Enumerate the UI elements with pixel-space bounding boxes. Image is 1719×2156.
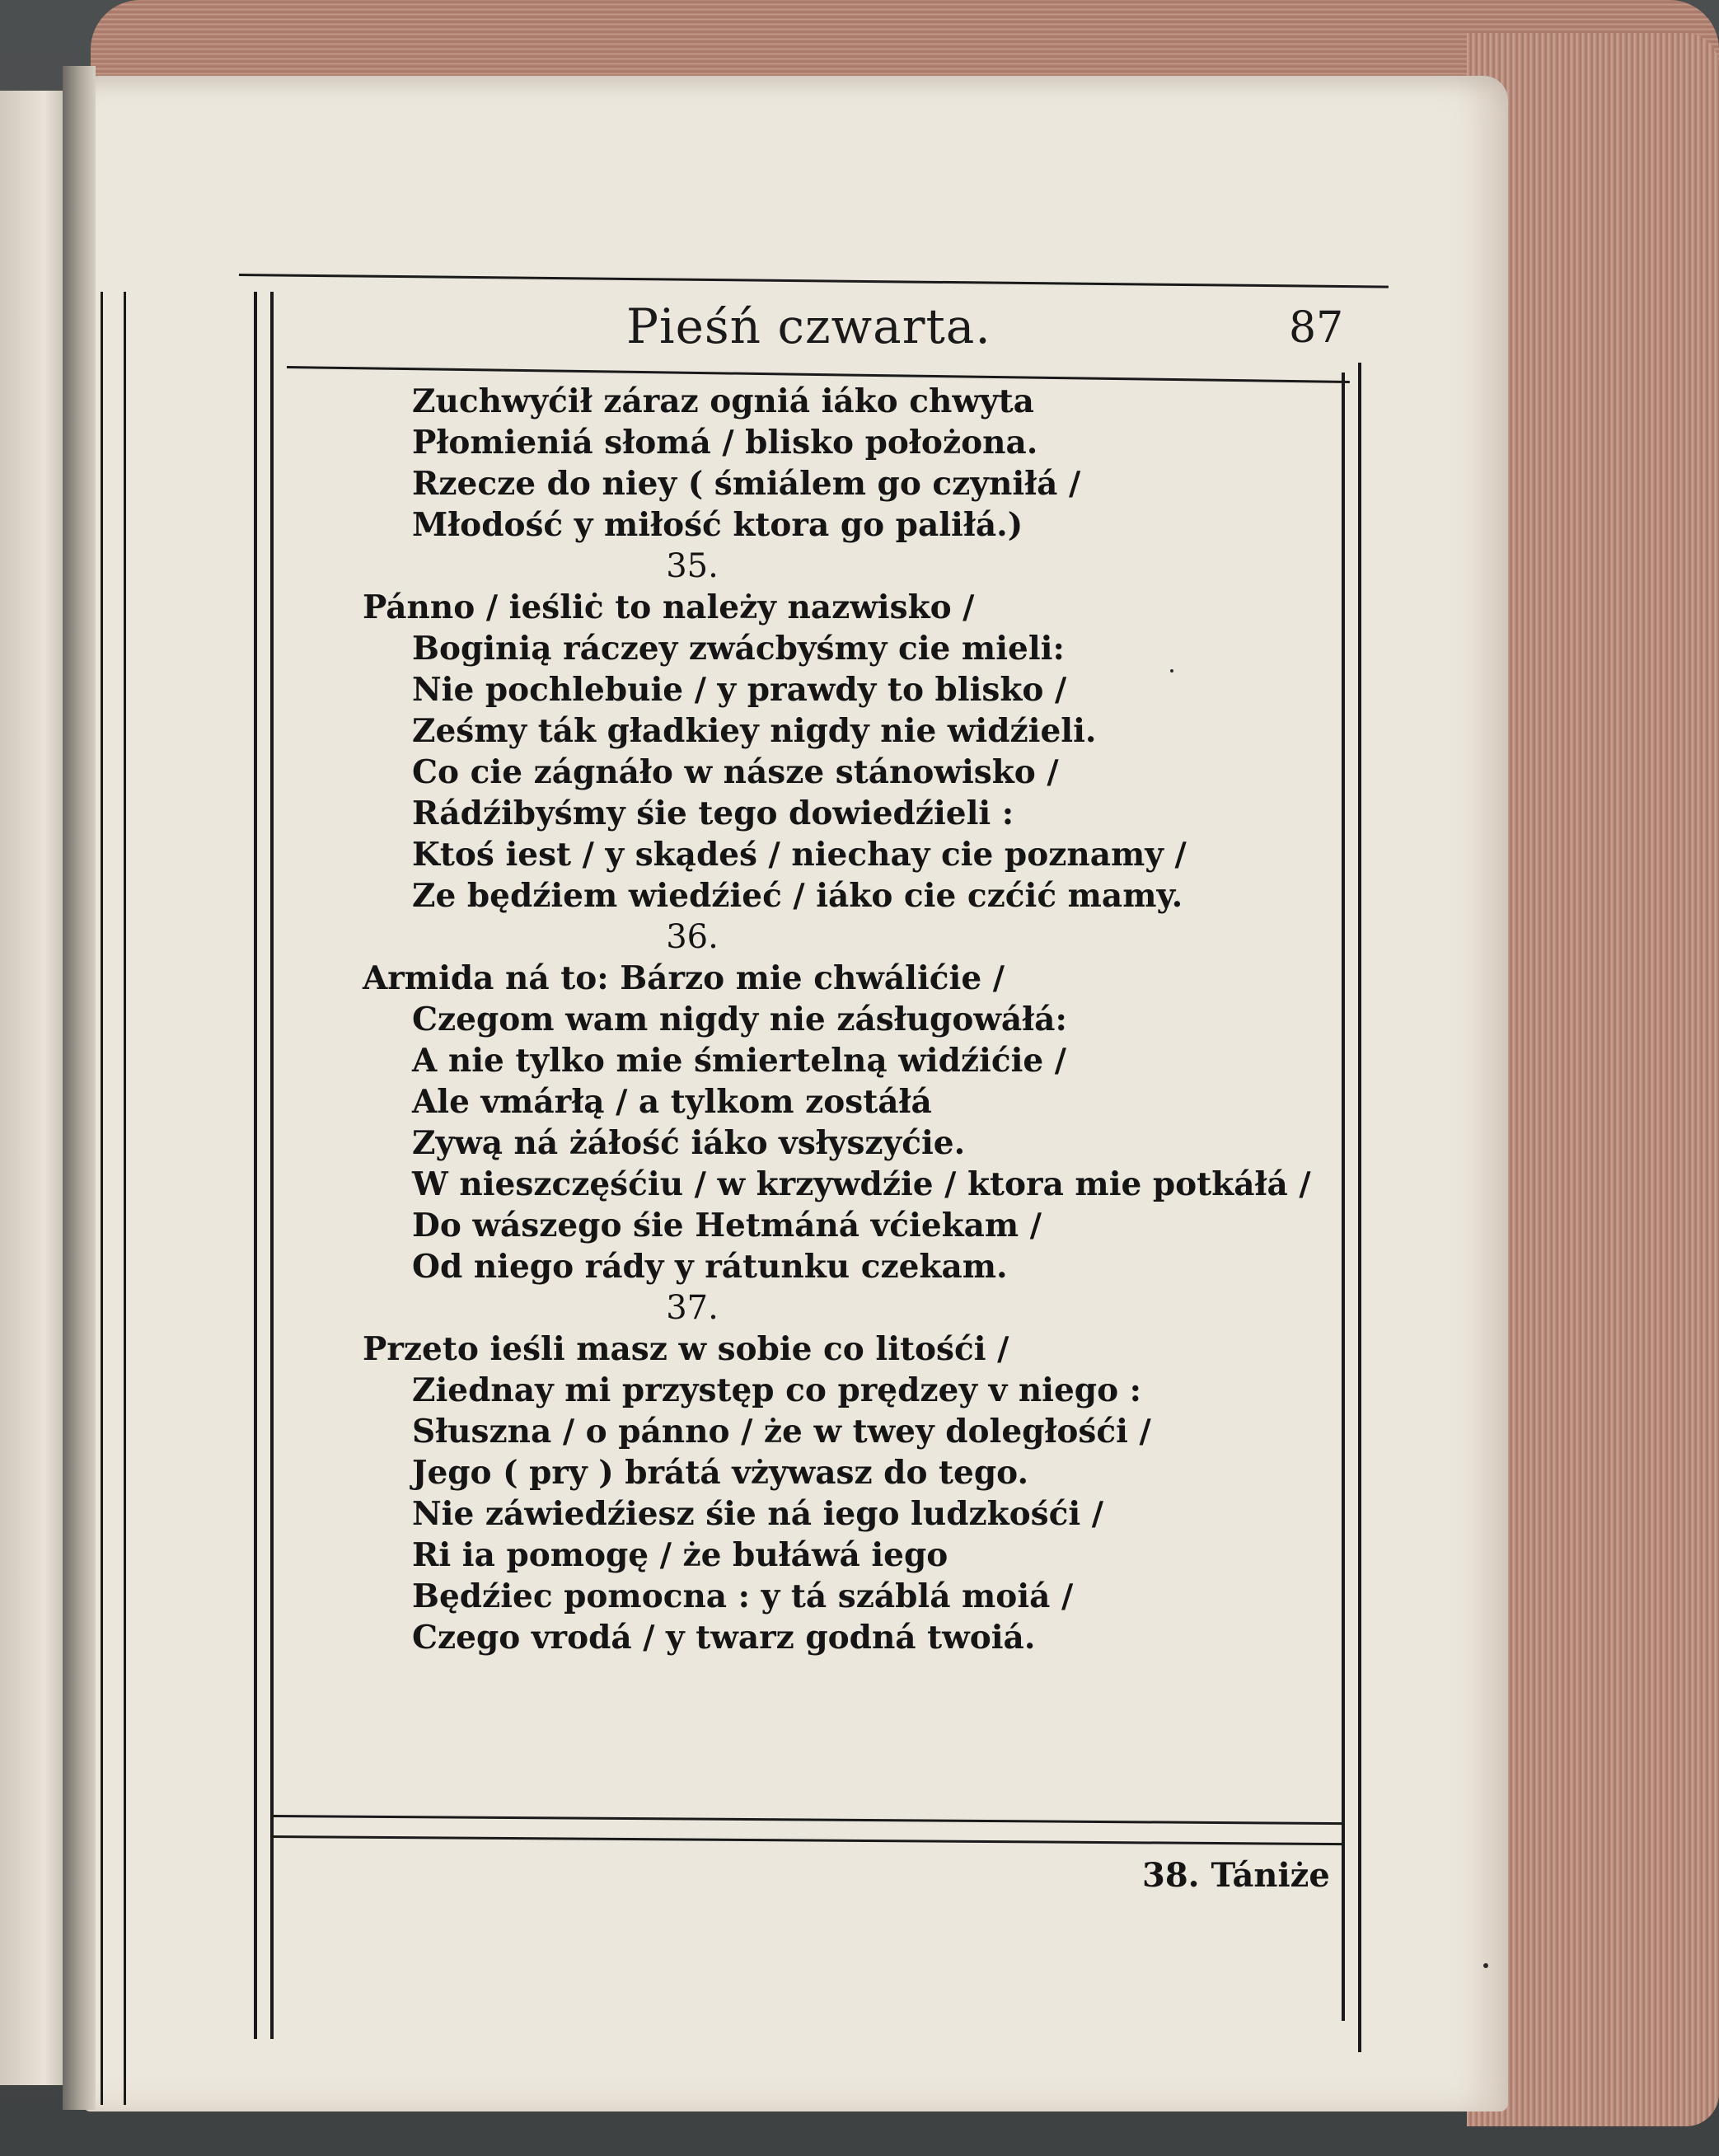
- verse-line: Pánno / ieśliċ to należy nazwisko /: [363, 588, 975, 626]
- frame-rule-bottom: [274, 1815, 1345, 1825]
- running-head: Pieśń czwarta.: [626, 298, 991, 354]
- stanza-number: 37.: [666, 1289, 719, 1327]
- verse-line: Ktoś iest / y skądeś / niechay cie poznamy /: [412, 836, 1187, 874]
- frame-rule-right: [1358, 363, 1361, 2052]
- verse-line: Czego vrodá / y twarz godná twoiá.: [412, 1619, 1036, 1657]
- ink-speck: [1170, 669, 1173, 673]
- verse-line: Ri ia pomogę / że bułáwá iego: [412, 1536, 948, 1574]
- verse-line: Boginią ráczey zwácbyśmy cie mieli:: [412, 630, 1065, 668]
- page-number: 87: [1289, 303, 1344, 353]
- verse-line: A nie tylko mie śmiertelną widźićie /: [412, 1042, 1067, 1080]
- frame-rule-bottom: [274, 1835, 1345, 1845]
- ink-speck: [1483, 1963, 1488, 1968]
- verse-line: Czegom wam nigdy nie zásługowáłá:: [412, 1001, 1067, 1038]
- verse-line: Ześmy ták gładkiey nigdy nie widźieli.: [412, 712, 1097, 750]
- stanza-number: 35.: [666, 547, 719, 585]
- frame-rule: [124, 292, 126, 2105]
- frame-rule-left: [254, 292, 257, 2039]
- catchword: 38. Tániże: [1142, 1856, 1330, 1895]
- verse-line: W nieszczęśćiu / w krzywdźie / ktora mie potkáłá /: [412, 1165, 1311, 1203]
- verse-line: Ziednay mi przystęp co prędzey v niego :: [412, 1371, 1142, 1409]
- verse-line: Armida ná to: Bárzo mie chwálićie /: [363, 959, 1005, 997]
- verse-line: Płomieniá słomá / blisko położona.: [412, 424, 1038, 462]
- verse-line: Od niego rády y rátunku czekam.: [412, 1248, 1008, 1286]
- verse-line: Nie záwiedźiesz śie ná iego ludzkośći /: [412, 1495, 1104, 1533]
- verse-line: Ze będźiem wiedźieć / iáko cie czćić mamy.: [412, 877, 1183, 915]
- verse-line: Młodość y miłość ktora go paliłá.): [412, 506, 1023, 544]
- right-page: [82, 76, 1508, 2111]
- frame-rule-top: [239, 274, 1389, 288]
- verse-line: Rádźibyśmy śie tego dowiedźieli :: [412, 794, 1014, 832]
- stanza-number: 36.: [666, 918, 719, 956]
- verse-line: Rzecze do niey ( śmiálem go czyniłá /: [412, 465, 1081, 503]
- verse-line: Zuchwyćił záraz ogniá iáko chwyta: [412, 382, 1034, 420]
- verse-line: Jego ( pry ) brátá vżywasz do tego.: [412, 1454, 1029, 1492]
- verse-line: Nie pochlebuie / y prawdy to blisko /: [412, 671, 1067, 709]
- verse-line: Zywą ná żáłość iáko vsłyszyćie.: [412, 1124, 966, 1162]
- gutter: [63, 66, 96, 2110]
- frame-rule: [101, 292, 103, 2105]
- verse-line: Ale vmárłą / a tylkom zostáłá: [412, 1083, 932, 1121]
- verse-line: Słuszna / o pánno / że w twey doległośći /: [412, 1413, 1151, 1451]
- frame-rule-left: [270, 292, 274, 2039]
- verse-line: Będźiec pomocna : y tá száblá moiá /: [412, 1577, 1074, 1615]
- verse-line: Do wászego śie Hetmáná vćiekam /: [412, 1207, 1042, 1244]
- poem-text: [363, 381, 1335, 1658]
- verse-line: Co cie zágnáło w násze stánowisko /: [412, 753, 1059, 791]
- verse-line: Przeto ieśli masz w sobie co litośći /: [363, 1330, 1009, 1368]
- frame-rule-right: [1342, 373, 1345, 2021]
